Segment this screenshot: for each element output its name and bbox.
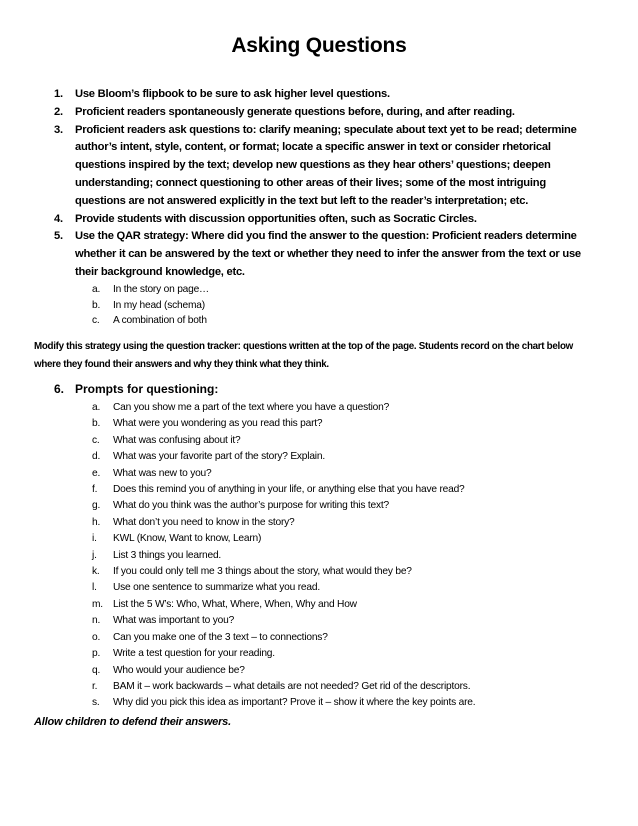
list-number: 4. (54, 212, 63, 225)
sub-list-letter: c. (92, 315, 100, 327)
list-item (0, 122, 638, 211)
prompt-letter: g. (92, 500, 101, 512)
prompt-item (0, 400, 638, 416)
prompt-letter: a. (92, 402, 101, 413)
prompt-text: Why did you pick this idea as important? Prove it – show it where the key points are. (113, 697, 476, 709)
list-number: 3. (54, 123, 63, 136)
list-item-text: Proficient readers spontaneously generate questions before, during, and after reading. (75, 105, 515, 118)
prompt-item (0, 613, 638, 629)
main-numbered-list (0, 86, 638, 329)
list-number: 2. (54, 105, 63, 118)
prompts-heading-text: Prompts for questioning: (75, 382, 219, 396)
prompt-item (0, 646, 638, 662)
list-item-text: Use the QAR strategy: Where did you find the answer to the question: Proficient readers determine whether it can be answered by the text or whether they need to infer the answer from the text or use their background knowledge, etc. (75, 230, 581, 278)
prompt-letter: f. (92, 484, 98, 496)
prompts-list (0, 400, 638, 712)
prompt-text: What was new to you? (113, 467, 212, 479)
prompt-item (0, 466, 638, 482)
sub-list-text: In my head (schema) (113, 299, 205, 311)
prompt-letter: k. (92, 566, 100, 578)
list-item-text: Provide students with discussion opportunities often, such as Socratic Circles. (75, 212, 477, 225)
prompt-text: Who would your audience be? (113, 664, 245, 676)
prompt-letter: q. (92, 664, 101, 676)
prompt-item (0, 695, 638, 711)
prompt-letter: r. (92, 680, 98, 692)
prompt-item (0, 515, 638, 531)
prompt-text: List the 5 W’s: Who, What, Where, When, Why and How (113, 598, 357, 610)
list-number: 5. (54, 230, 63, 243)
prompt-text: Does this remind you of anything in your life, or anything else that you have read? (113, 484, 465, 496)
prompt-text: What was confusing about it? (113, 434, 241, 446)
prompt-letter: h. (92, 516, 101, 528)
closing-statement: Allow children to defend their answers. (34, 716, 231, 728)
list-item (0, 228, 638, 281)
prompt-item (0, 531, 638, 547)
prompt-letter: n. (92, 615, 101, 627)
qar-options-list (0, 282, 638, 329)
list-number: 1. (54, 88, 63, 100)
prompt-text: If you could only tell me 3 things about the story, what would they be? (113, 566, 412, 578)
prompt-letter: o. (92, 631, 101, 643)
prompt-item (0, 564, 638, 580)
prompt-item (0, 548, 638, 564)
page-title: Asking Questions (231, 34, 407, 57)
sub-list-item (0, 313, 638, 329)
prompt-text: Can you show me a part of the text where you have a question? (113, 402, 390, 413)
sub-list-item (0, 298, 638, 314)
prompt-letter: d. (92, 451, 101, 463)
list-item-text: Use Bloom’s flipbook to be sure to ask higher level questions. (75, 88, 390, 100)
prompt-item (0, 482, 638, 498)
prompt-letter: c. (92, 434, 100, 446)
prompt-item (0, 498, 638, 514)
prompt-letter: l. (92, 582, 97, 594)
prompt-letter: s. (92, 697, 100, 709)
prompt-letter: b. (92, 418, 101, 430)
sub-list-letter: b. (92, 299, 101, 311)
prompt-text: What do you think was the author’s purpose for writing this text? (113, 500, 389, 512)
prompt-item (0, 449, 638, 465)
prompt-letter: p. (92, 648, 101, 660)
prompt-item (0, 679, 638, 695)
sub-list-text: A combination of both (113, 315, 207, 327)
list-item (0, 211, 638, 229)
sub-list-letter: a. (92, 283, 101, 295)
prompt-text: Can you make one of the 3 text – to connections? (113, 631, 328, 643)
prompt-item (0, 433, 638, 449)
prompt-text: BAM it – work backwards – what details are not needed? Get rid of the descriptors. (113, 680, 471, 692)
prompt-letter: m. (92, 598, 103, 610)
prompt-item (0, 416, 638, 432)
prompt-text: KWL (Know, Want to know, Learn) (113, 533, 262, 545)
prompt-text: What don’t you need to know in the story? (113, 516, 295, 528)
sub-list-item (0, 282, 638, 298)
prompt-letter: i. (92, 533, 97, 545)
list-item (0, 104, 638, 122)
prompt-text: List 3 things you learned. (113, 549, 222, 561)
modify-strategy-paragraph: Modify this strategy using the question tracker: questions written at the top of the page. Students record on the chart below where they found their answers and why they think what they think. (34, 341, 573, 370)
prompt-letter: j. (92, 549, 97, 561)
sub-list-text: In the story on page… (113, 283, 210, 295)
prompt-letter: e. (92, 467, 101, 479)
prompt-item (0, 630, 638, 646)
prompts-section (0, 380, 638, 712)
prompt-text: What was important to you? (113, 615, 235, 627)
list-item (0, 86, 638, 104)
prompt-text: What was your favorite part of the story? Explain. (113, 451, 325, 463)
prompt-text: What were you wondering as you read this part? (113, 418, 323, 430)
prompt-item (0, 580, 638, 596)
list-item-text: Proficient readers ask questions to: clarify meaning; speculate about text yet to be read; determine author’s intent, style, content, or format; locate a specific answer in text or consider rhetorical questions inspired by the text; develop new questions as they hear others’ questions; deepen understanding; connect questioning to other areas of their lives; some of the most intriguing questions are not answered explicitly in the text but left to the reader’s interpretation; etc. (75, 123, 577, 207)
prompt-item (0, 597, 638, 613)
list-number: 6. (54, 382, 65, 396)
prompt-text: Write a test question for your reading. (113, 648, 275, 660)
prompt-item (0, 663, 638, 679)
prompt-text: Use one sentence to summarize what you read. (113, 582, 320, 594)
prompts-heading (0, 380, 638, 398)
